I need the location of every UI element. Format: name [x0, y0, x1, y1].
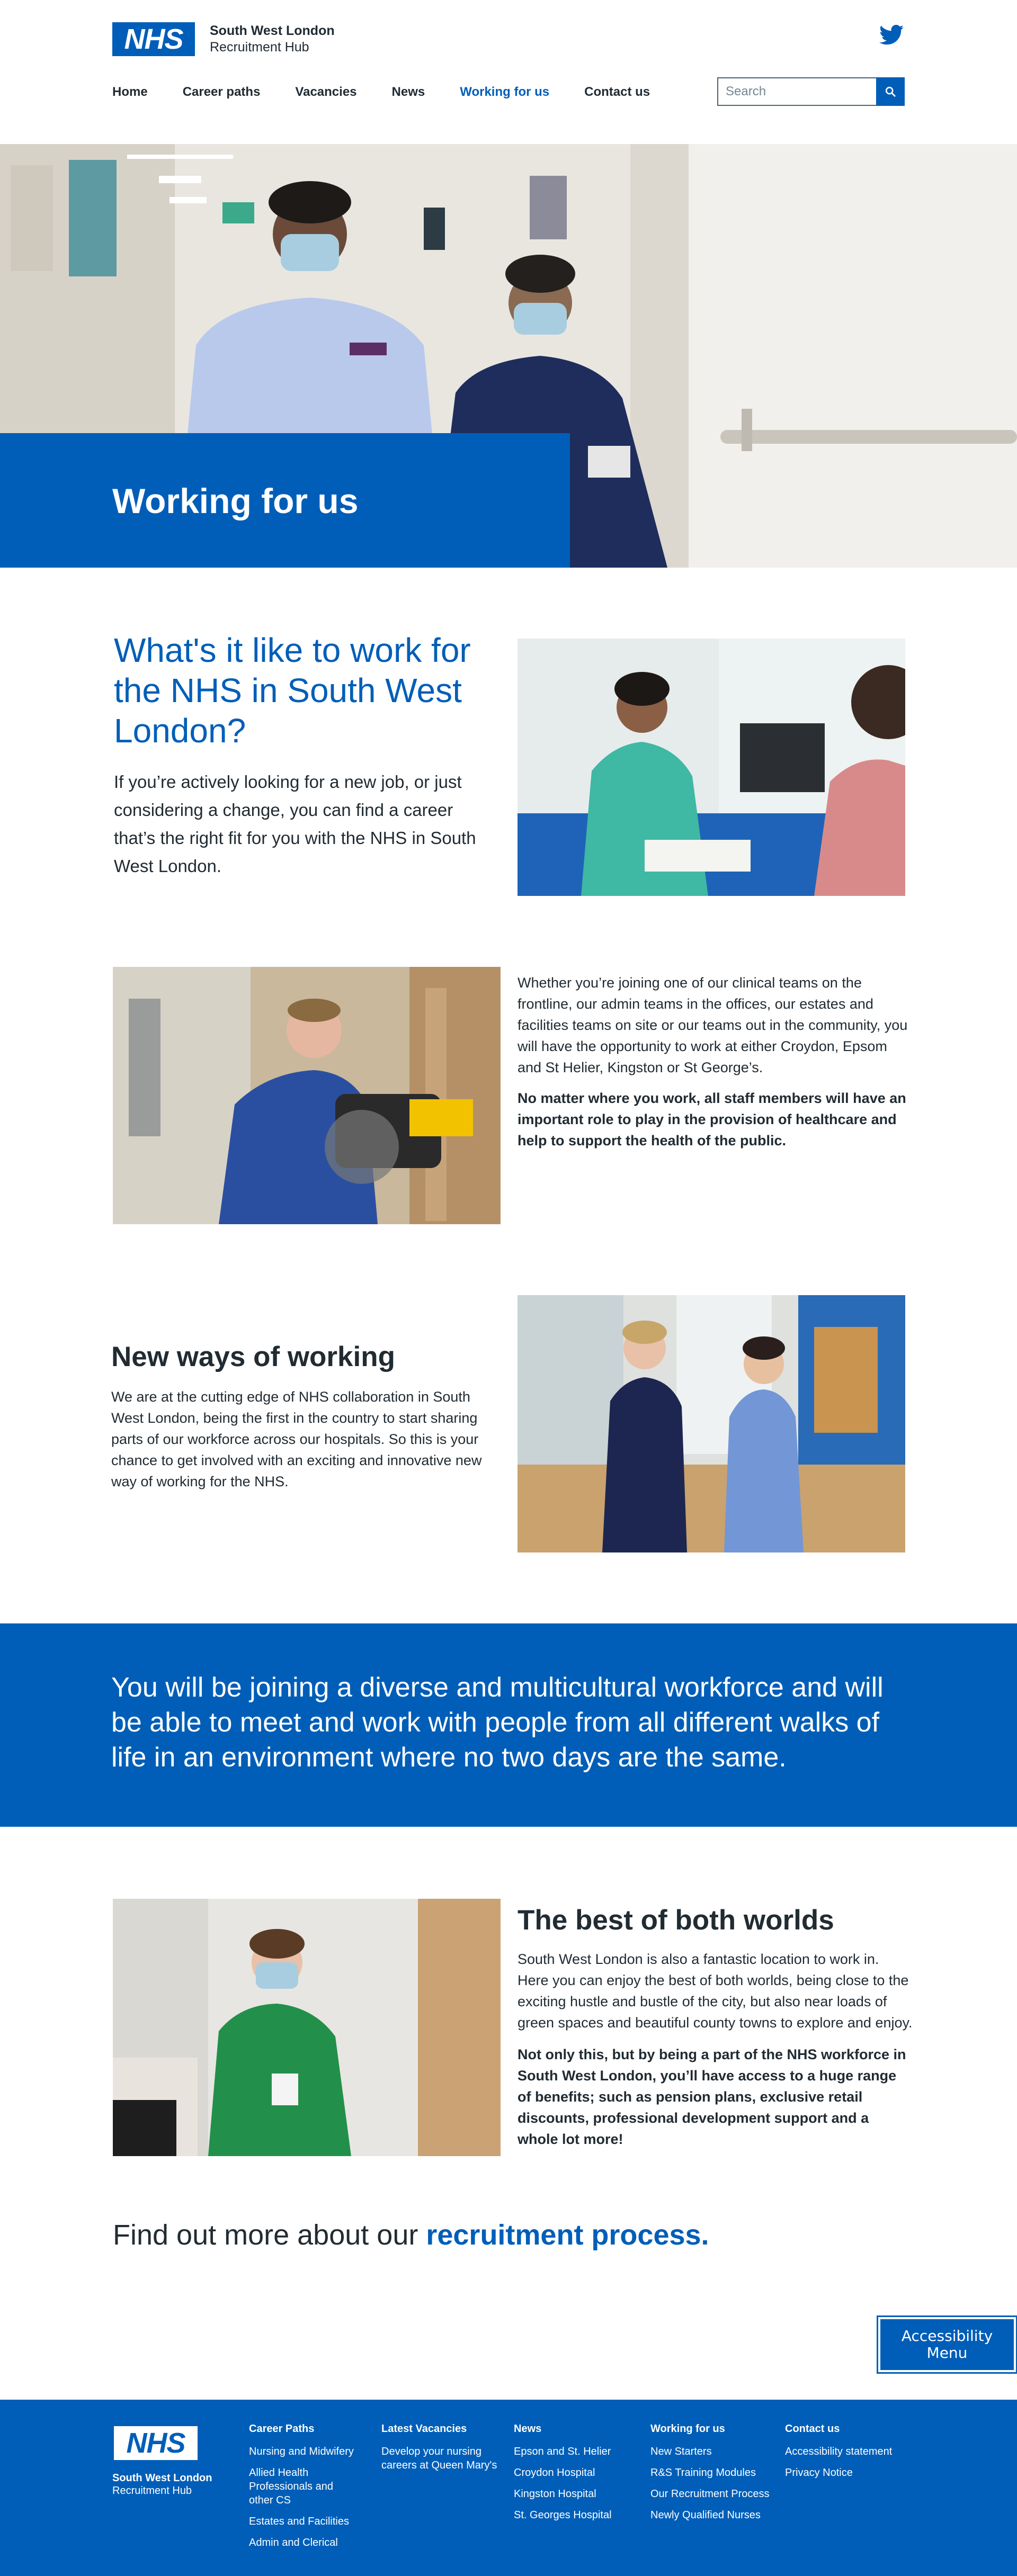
- nurse-desk-photo: [518, 639, 905, 896]
- org-name-line2: Recruitment Hub: [210, 40, 309, 55]
- footer-link[interactable]: Croydon Hospital: [514, 2467, 595, 2479]
- section2-body: Whether you’re joining one of our clinical teams on the frontline, our admin teams in the offices, our estates and facilities teams on site or our teams out in the community, you will have the opportunity to work at either Croydon, Epsom and St Helier, Kingston or St George’s.: [518, 975, 908, 1075]
- section2-bold: No matter where you work, all staff members will have an important role to play in the provision of healthcare and help to support the health of the public.: [518, 1090, 906, 1148]
- footer-heading: Career Paths: [249, 2423, 315, 2435]
- footer-link[interactable]: St. Georges Hospital: [514, 2509, 612, 2521]
- section1-body: If you’re actively looking for a new job, or just considering a change, you can find a career that’s the right fit for you with the NHS in South West London.: [114, 772, 476, 876]
- footer-heading: Contact us: [785, 2423, 840, 2435]
- nav-working-for-us[interactable]: Working for us: [460, 85, 550, 99]
- find-out-prefix: Find out more about our: [113, 2219, 426, 2251]
- footer-col-contact-us: [785, 2423, 912, 2487]
- primary-nav: [112, 85, 685, 100]
- nurses-reception-photo: [518, 1295, 905, 1552]
- footer-link[interactable]: Accessibility statement: [785, 2446, 893, 2457]
- footer-link[interactable]: Admin and Clerical: [249, 2537, 338, 2548]
- workshop-photo: [113, 967, 501, 1224]
- site-footer: [0, 2400, 1017, 2576]
- section3-body: We are at the cutting edge of NHS collaboration in South West London, being the first in the country to start sharing parts of our workforce across our hospitals. So this is your chance to get involved with an exciting and innovative new way of working for the NHS.: [111, 1389, 482, 1489]
- footer-heading: Latest Vacancies: [381, 2423, 467, 2435]
- search-icon: [885, 86, 896, 97]
- footer-link[interactable]: Newly Qualified Nurses: [650, 2509, 761, 2521]
- footer-heading: News: [514, 2423, 542, 2435]
- org-name: [210, 23, 335, 56]
- footer-link[interactable]: Estates and Facilities: [249, 2516, 349, 2527]
- section4-bold: Not only this, but by being a part of the NHS workforce in South West London, you’ll have access to a huge range of benefits; such as pension plans, exclusive retail discounts, professional development support and a whole lot more!: [518, 2047, 906, 2147]
- recruitment-process-link[interactable]: recruitment process.: [426, 2219, 709, 2251]
- search-form: [717, 77, 905, 106]
- footer-link[interactable]: R&S Training Modules: [650, 2467, 756, 2479]
- accessibility-label-line1: Accessibility: [901, 2327, 993, 2345]
- nav-contact-us[interactable]: Contact us: [584, 85, 650, 99]
- footer-col-working-for-us: [650, 2423, 778, 2529]
- footer-col-latest-vacancies: [381, 2423, 498, 2480]
- staff-green-uniform-photo: [113, 1899, 501, 2156]
- footer-link[interactable]: Kingston Hospital: [514, 2488, 596, 2500]
- nhs-logo: NHS: [112, 22, 195, 56]
- section4-title: The best of both worlds: [518, 1905, 834, 1936]
- site-header: [0, 0, 1017, 144]
- footer-link[interactable]: Privacy Notice: [785, 2467, 853, 2479]
- section3-title: New ways of working: [111, 1341, 396, 1372]
- quote-text: You will be joining a diverse and multicultural workforce and will be able to meet and work with people from all different walks of life in an environment where no two days are the same.: [111, 1672, 884, 1773]
- footer-nhs-logo[interactable]: NHS: [114, 2426, 198, 2460]
- footer-heading: Working for us: [650, 2423, 725, 2435]
- nav-vacancies[interactable]: Vacancies: [295, 85, 357, 99]
- footer-link[interactable]: Allied Health Professionals and other CS: [249, 2467, 333, 2506]
- section1-title: What's it like to work for the NHS in South West London?: [114, 631, 471, 750]
- accessibility-label-line2: Menu: [926, 2344, 968, 2362]
- footer-link[interactable]: Our Recruitment Process: [650, 2488, 770, 2500]
- hero: [0, 144, 1017, 568]
- accessibility-menu-button[interactable]: [878, 2317, 1016, 2372]
- find-out-more: [113, 2219, 709, 2251]
- footer-link[interactable]: Epson and St. Helier: [514, 2446, 611, 2457]
- footer-link[interactable]: Nursing and Midwifery: [249, 2446, 354, 2457]
- nav-news[interactable]: News: [391, 85, 425, 99]
- footer-col-news: [514, 2423, 630, 2529]
- section4-body: South West London is also a fantastic location to work in. Here you can enjoy the best of both worlds, being close to the exciting hustle and bustle of the city, but also near loads of green spaces and beautiful county towns to explore and enjoy.: [518, 1951, 913, 2031]
- nav-career-paths[interactable]: Career paths: [182, 85, 261, 99]
- site-logo-link[interactable]: [112, 22, 335, 56]
- search-input[interactable]: [717, 77, 876, 106]
- twitter-icon[interactable]: [879, 24, 904, 46]
- footer-org-line1: South West London: [112, 2472, 212, 2484]
- footer-link[interactable]: Develop your nursing careers at Queen Mary's: [381, 2446, 497, 2471]
- footer-org-line2: Recruitment Hub: [112, 2485, 192, 2497]
- footer-link[interactable]: New Starters: [650, 2446, 712, 2457]
- page-title: Working for us: [112, 481, 359, 520]
- nav-home[interactable]: Home: [112, 85, 148, 99]
- org-name-line1: South West London: [210, 23, 335, 38]
- search-button[interactable]: [876, 77, 905, 106]
- footer-col-career-paths: [249, 2423, 360, 2557]
- footer-org-name: [112, 2472, 212, 2497]
